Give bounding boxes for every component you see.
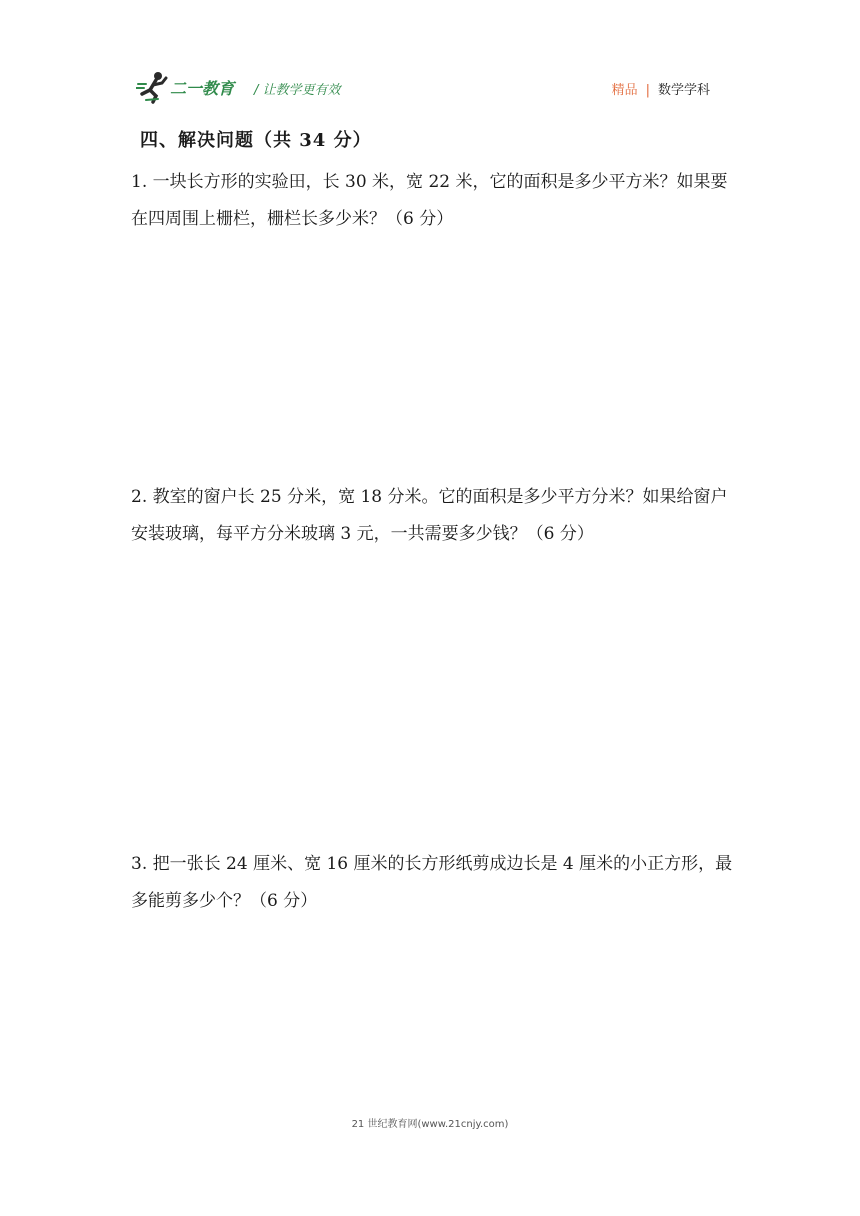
subject-tags [612, 79, 710, 98]
page-footer: 21 世纪教育网(www.21cnjy.com) [351, 1119, 509, 1130]
question-3: 3. 把一张长 24 厘米、宽 16 厘米的长方形纸剪成边长是 4 厘米的小正方形，最多能剪多少个？（6 分） [131, 854, 733, 911]
brand-logo [136, 70, 246, 104]
tag-separator: | [645, 83, 650, 98]
tag-premium: 精品 [611, 83, 638, 98]
section-title: 四、解决问题（共 34 分） [140, 130, 372, 151]
runner-icon [136, 70, 246, 104]
slogan: / 让教学更有效 [254, 83, 341, 98]
page-header [136, 70, 726, 106]
question-1: 1. 一块长方形的实验田，长 30 米，宽 22 米，它的面积是多少平方米？如果要在四周围上栅栏，栅栏长多少米？（6 分） [131, 172, 728, 229]
tag-subject: 数学学科 [657, 83, 710, 98]
question-2: 2. 教室的窗户长 25 分米，宽 18 分米。它的面积是多少平方分米？如果给窗户安装玻璃，每平方分米玻璃 3 元，一共需要多少钱？（6 分） [131, 487, 728, 544]
logo-text: 二一教育 [170, 79, 235, 98]
